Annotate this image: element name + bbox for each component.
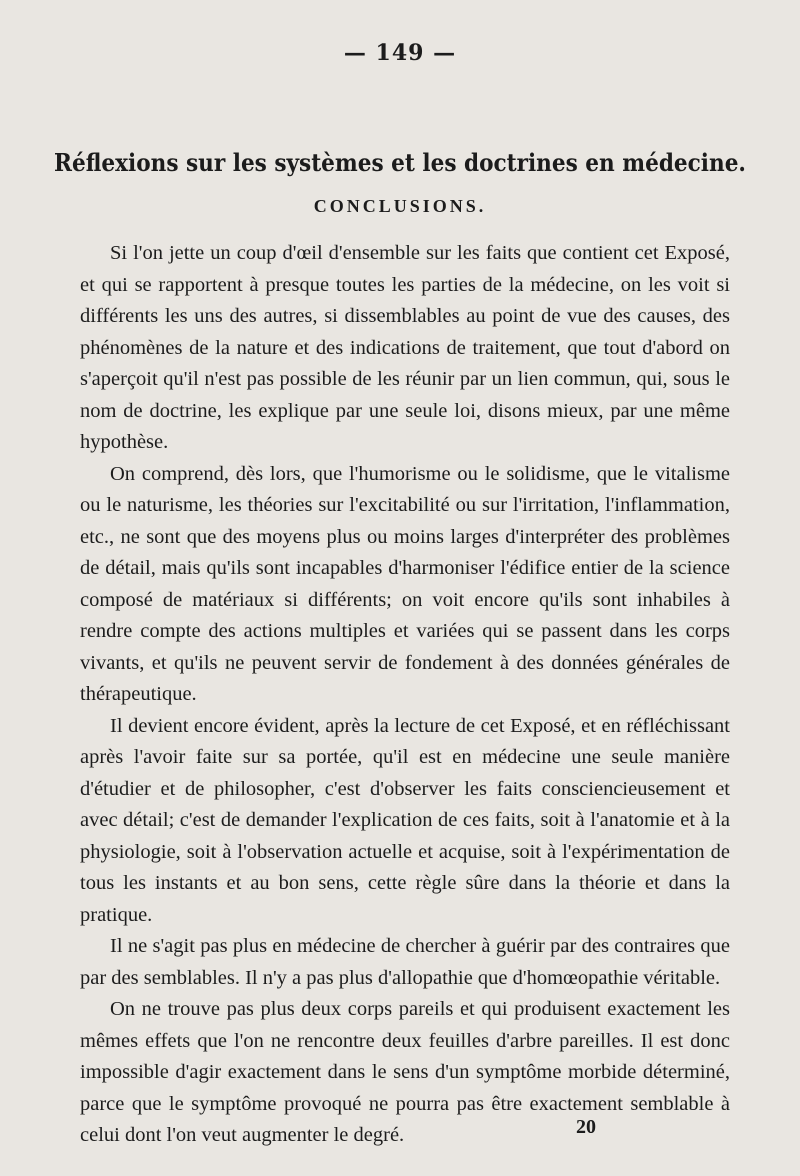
- paragraph: On ne trouve pas plus deux corps pareils et qui produisent exactement les mêmes effets que l'on ne rencontre deux feuilles d'arbre pareilles. Il est donc impossible d'agir exactement dans le sens d'un symptôme morbide déterminé, parce que le symptôme provoqué ne pourra pas être exactement semblable à celui dont l'on veut augmenter le degré.: [80, 998, 730, 1146]
- section-subtitle: CONCLUSIONS.: [313, 196, 487, 216]
- signature-mark: 20: [576, 1116, 596, 1138]
- body-text: [80, 238, 730, 1152]
- paragraph: Il devient encore évident, après la lecture de cet Exposé, et en réfléchissant après l'avoir faite sur sa portée, qu'il est en médecine une seule manière d'étudier et de philosopher, c'est d'observer les faits consciencieusement et avec détail; c'est de demander l'explication de ces faits, soit à l'anatomie et à la physiologie, soit à l'observation actuelle et acquise, soit à l'expérimentation de tous les instants et au bon sens, cette règle sûre dans la théorie et dans la pratique.: [80, 714, 730, 926]
- page-number: — 149 —: [343, 40, 457, 66]
- paragraph: Si l'on jette un coup d'œil d'ensemble sur les faits que contient cet Exposé, et qui se rapportent à presque toutes les parties de la médecine, on les voit si différents les uns des autres, si dissemblables au point de vue des causes, des phénomènes de la nature et des indications de traitement, que tout d'abord on s'aperçoit qu'il n'est pas possible de les réunir par un lien commun, qui, sous le nom de doctrine, les explique par une seule loi, disons mieux, par une même hypothèse.: [80, 242, 730, 453]
- paragraph: Il ne s'agit pas plus en médecine de chercher à guérir par des contraires que par des semblables. Il n'y a pas plus d'allopathie que d'homœopathie véritable.: [80, 935, 730, 989]
- paragraph: On comprend, dès lors, que l'humorisme ou le solidisme, que le vitalisme ou le naturisme, les théories sur l'excitabilité ou sur l'irritation, l'inflammation, etc., ne sont que des moyens plus ou moins larges d'interpréter des problèmes de détail, mais qu'ils sont incapables d'harmoniser l'édifice entier de la science composé de matériaux si différents; on voit encore qu'ils sont inhabiles à rendre compte des actions multiples et variées qui se passent dans les corps vivants, et qu'ils ne peuvent servir de fondement à des données générales de thérapeutique.: [80, 462, 730, 705]
- section-title: Réflexions sur les systèmes et les doctrines en médecine.: [54, 148, 746, 177]
